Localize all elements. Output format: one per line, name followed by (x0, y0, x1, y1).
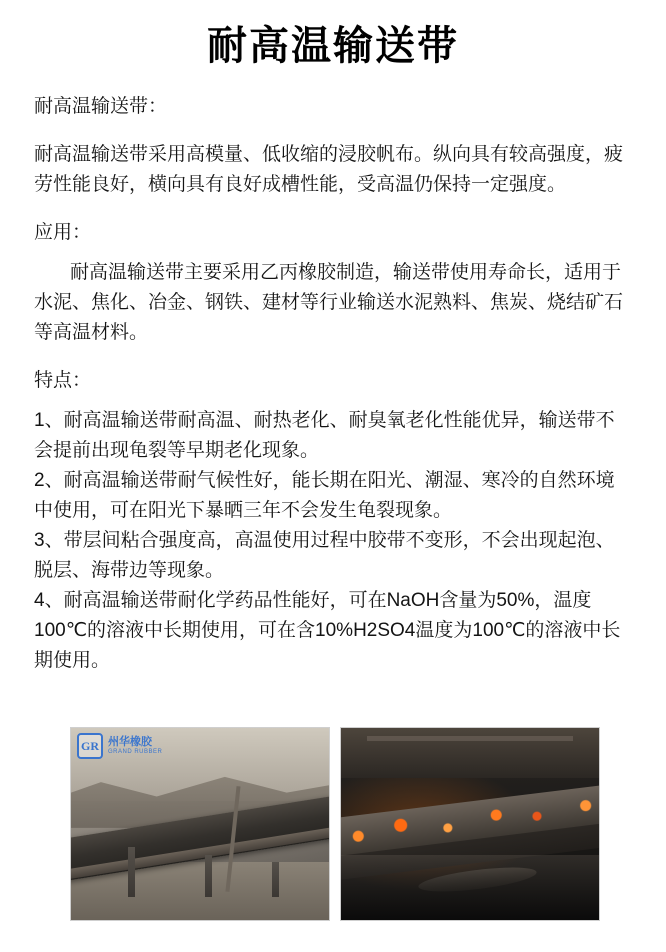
document-body (34, 92, 632, 676)
watermark-text (108, 737, 162, 755)
conveyor-belt-outdoor-photo (70, 727, 330, 921)
photo-beam (367, 736, 573, 741)
spacer (34, 122, 632, 140)
watermark-badge-icon: GR (77, 733, 103, 759)
feature-item-2: 2、耐高温输送带耐气候性好，能长期在阳光、潮湿、寒冷的自然环境中使用，可在阳光下暴晒三年不会发生龟裂现象。 (34, 470, 615, 521)
photo-dust-haze (341, 855, 599, 920)
section-heading-application: 应用： (34, 222, 92, 243)
feature-item-4: 4、耐高温输送带耐化学药品性能好，可在NaOH含量为50%，温度100℃的溶液中长期使用，可在含10%H2SO4温度为100℃的溶液中长期使用。 (34, 590, 621, 671)
section-heading-intro: 耐高温输送带： (34, 96, 168, 117)
feature-item-3: 3、带层间粘合强度高，高温使用过程中胶带不变形，不会出现起泡、脱层、海带边等现象。 (34, 530, 615, 581)
image-gallery (70, 727, 600, 921)
spacer (34, 396, 632, 406)
spacer (34, 348, 632, 366)
feature-item-1: 1、耐高温输送带耐高温、耐热老化、耐臭氧老化性能优异，输送带不会提前出现龟裂等早期老化现象。 (34, 410, 615, 461)
watermark-logo (77, 733, 162, 759)
document-page (0, 22, 666, 952)
watermark-company-en: GRAND RUBBER (108, 748, 163, 755)
photo-support-post (205, 855, 212, 897)
section-body-intro: 耐高温输送带采用高模量、低收缩的浸胶帆布。纵向具有较高强度，疲劳性能良好，横向具有良好成槽性能，受高温仍保持一定强度。 (34, 144, 624, 195)
section-body-application: 耐高温输送带主要采用乙丙橡胶制造，输送带使用寿命长，适用于水泥、焦化、冶金、钢铁、建材等行业输送水泥熟料、焦炭、烧结矿石等高温材料。 (34, 262, 624, 343)
spacer (34, 248, 632, 258)
photo-support-post (272, 862, 279, 897)
spacer (34, 200, 632, 218)
hot-sinter-ore-conveyor-photo (340, 727, 600, 921)
photo-support-post (128, 847, 135, 897)
page-title: 耐高温输送带 (207, 24, 459, 68)
section-heading-features: 特点： (34, 370, 92, 391)
watermark-company-cn: 州华橡胶 (108, 736, 152, 749)
